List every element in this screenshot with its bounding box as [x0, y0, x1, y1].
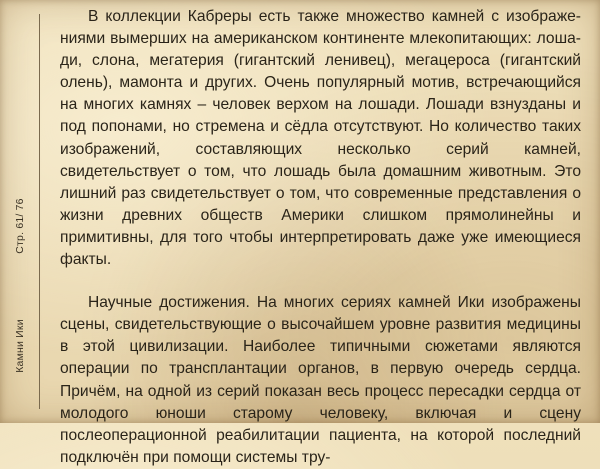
sidebar-divider	[39, 14, 40, 409]
paragraph-horse-carvings: В коллекции Кабреры есть также множество камней с изображениями вымерших на американском континенте млекопитающих: лошади, слона, мегатерия (гигантский ленивец), мегацероса (гигантский олень), мамонта и других. Очень популярный мотив, встречающийся на многих камнях – человек верхом на лошади. Лошади взнузданы и под попонами, но стремена и сёдла отсутствуют. Но количество таких изображений, составляющих несколько серий камней, свидетельствует о том, что лошадь была домашним животным. Это лишний раз свидетельствует о том, что современные представления о жизни древних обществ Америки слишком прямолинейны и примитивны, для того чтобы интерпретировать даже уже имеющиеся факты.	[60, 8, 581, 269]
page-sidebar	[0, 0, 40, 423]
page-body	[60, 6, 581, 469]
page-number: Стр. 61/ 76	[14, 198, 26, 254]
book-title: Камни Ики	[14, 319, 26, 373]
paragraph-medical-achievements: Научные достижения. На многих сериях камней Ики изображены сцены, свидетельствующие о высочайшем уровне развития медицины в этой цивилизации. Наиболее типичными сюжетами являются операции по трансплантации органов, в первую очередь сердца. Причём, на одной из серий показан весь процесс пересадки сердца от молодого юноши старому человеку, включая и сцену послеоперационной реабилитации пациента, на которой последний подключён при помощи системы тру-	[60, 294, 581, 466]
